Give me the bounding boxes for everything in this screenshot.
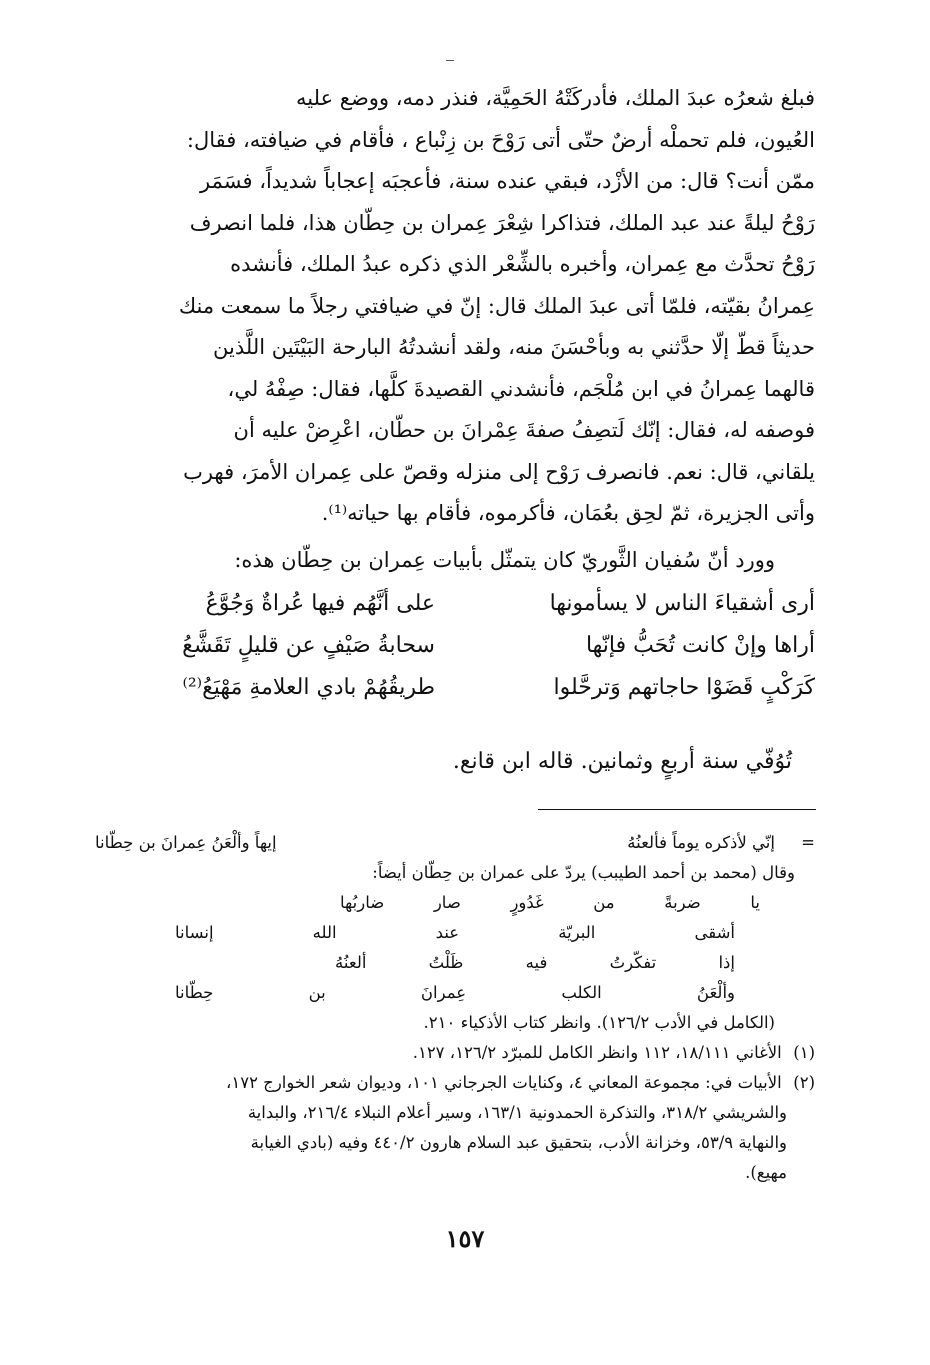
footnote-text: مهيع). <box>745 1163 787 1182</box>
verse-word: إذا <box>718 953 735 972</box>
footnote-verse-row <box>95 828 815 858</box>
main-line: ممّن أنت؟ قال: من الأزْد، فبقي عنده سنة، فأعجبَه إعجاباً شديداً، فسَمَر <box>200 169 815 193</box>
hemistich-first: أرى أشقياءَ الناس لا يسأمونها <box>549 591 815 616</box>
verse-word: وألْعَنُ <box>696 983 735 1002</box>
main-line: فبلغ شعرُه عبدَ الملك، فأدركَتْهُ الحَمِيَّة، فنذر دمه، ووضع عليه <box>296 86 815 110</box>
footnote-verse-row <box>175 978 815 1008</box>
verse-word: ضربةً <box>664 893 701 912</box>
main-line: قالهما عِمرانُ في ابن مُلْجَم، فأنشدني القصيدةَ كلَّها، فقال: صِفْهُ لي، <box>227 376 815 401</box>
footnote-text: الأبيات في: مجموعة المعاني ٤، وكنايات الجرجاني ١٠١، وديوان شعر الخوارج ١٧٢، <box>226 1073 782 1092</box>
footnote-source: (الكامل في الأدب ١٢٦/٢). وانظر كتاب الأذكياء ٢١٠. <box>423 1013 775 1032</box>
footnote-text: والشريشي ٣١٨/٢، والتذكرة الحمدونية ١٦٣/١، وسير أعلام النبلاء ٢١٦/٤، والبداية <box>247 1103 787 1122</box>
footnote-verse-row <box>175 918 815 948</box>
hemistich-first: أراها وإنْ كانت تُحَبُّ فإنّها <box>585 633 815 658</box>
verse-word: تفكّرتُ <box>609 953 657 972</box>
poem-verse <box>95 667 815 709</box>
footnote-number: (٢) <box>793 1073 815 1092</box>
main-line: يلقاني، قال: نعم. فانصرف رَوْح إلى منزله وقصّ على عِمران الأمرَ، فهرب <box>183 459 815 484</box>
poem <box>95 583 815 709</box>
hemistich-second: سحابةُ صَيْفٍ عن قليلٍ تَقَشَّعُ <box>182 633 435 658</box>
footnote-2 <box>95 1068 815 1098</box>
second-paragraph <box>95 540 815 580</box>
footnote-text: والنهاية ٥٣/٩، وخزانة الأدب، بتحقيق عبد السلام هارون ٤٤٠/٢ وفيه (بادي الغيابة <box>250 1133 787 1152</box>
footnote-verse-top <box>95 828 815 858</box>
verse-word: الله <box>312 923 337 942</box>
poem-intro: وورد أنّ سُفيان الثَّوريّ كان يتمثّل بأبيات عِمران بن حِطّان هذه: <box>234 548 775 572</box>
footnotes <box>95 828 815 1188</box>
footnote-1 <box>95 1038 815 1068</box>
verse-word: حِطّانا <box>175 983 214 1002</box>
main-line-last: وأتى الجزيرة، ثمّ لحِق بعُمَان، فأكرموه، فأقام بها حياته⁽¹⁾. <box>321 501 815 525</box>
footnote-number: (١) <box>793 1043 815 1062</box>
verse-word: صار <box>433 893 461 912</box>
hemistich-second: على أنَّهُم فيها عُراةٌ وَجُوَّعُ <box>205 591 435 616</box>
poem-verse <box>95 583 815 625</box>
verse-word: الكلب <box>561 983 602 1002</box>
verse-word: ظَلْتُ <box>428 953 464 972</box>
verse-word: بن <box>308 983 326 1002</box>
main-line: رَوْحُ ليلةً عند عبد الملك، فتذاكرا شِعْرَ عِمران بن حِطّان هذا، فلما انصرف <box>189 210 815 235</box>
footnote-intro: وقال (محمد بن أحمد الطيبب) يردّ على عمران بن حِطّان أيضاً: <box>372 863 795 882</box>
hemistich-first: إنّي لأذكره يوماً فألعنُهُ <box>627 833 775 852</box>
verse-word: ألعنُهُ <box>335 953 367 972</box>
poem-verse <box>95 625 815 667</box>
verse-word: يا <box>750 893 760 912</box>
verse-word: من <box>593 893 615 912</box>
footnote-verse-row <box>335 948 815 978</box>
main-line: العُيون، فلم تحملْه أرضٌ حتّى أتى رَوْحَ بن زِنْباع ، فأقام في ضيافته، فقال: <box>186 127 815 152</box>
verse-word: فيه <box>525 953 548 972</box>
verse-word: غَدُورٍ <box>510 893 544 912</box>
verse-word: ضاربُها <box>340 893 385 912</box>
page-number: ١٥٧ <box>445 1224 485 1253</box>
footnote-text: الأغاني ١٨/١١١، ١١٢ وانظر الكامل للمبرّد ١٢٦/٢، ١٢٧. <box>412 1043 782 1062</box>
hemistich-second: إيهاً وألْعَنُ عِمرانَ بن حِطّانا <box>95 833 277 852</box>
hemistich-second: طريقُهُمْ بادي العلامةِ مَهْيَعُ⁽²⁾ <box>182 675 435 700</box>
death-line: تُوُفّي سنة أربعٍ وثمانين. قاله ابن قانع. <box>452 749 792 774</box>
footnote-divider <box>538 809 816 810</box>
verse-word: عند <box>435 923 460 942</box>
verse-word: أشقى <box>694 923 735 942</box>
continuation-marker: = <box>801 833 815 852</box>
main-line: فوصفه له، فقال: إنّك لَتصِفُ صفةَ عِمْرانَ بن حطّان، اعْرِضْ عليه أن <box>233 418 815 442</box>
footnote-verse-row <box>340 888 815 918</box>
main-line: حديثاً قطّ إلّا حدَّثني به وبأحْسَنَ منه، ولقد أنشدتُهُ البارحة البَيْتَين اللَّذين <box>213 335 815 359</box>
main-line: رَوْحُ تحدَّث مع عِمران، وأخبره بالشِّعْر الذي ذكره عبدُ الملك، فأنشده <box>230 252 815 276</box>
verse-word: إنسانا <box>175 923 214 942</box>
verse-word: البريّة <box>558 923 596 942</box>
top-mark <box>446 60 454 61</box>
verse-word: عِمرانَ <box>420 983 467 1002</box>
main-line: عِمرانُ بقيّته، فلمّا أتى عبدَ الملك قال: إنّ في ضيافتي رجلاً ما سمعت منك <box>178 293 815 318</box>
main-paragraph <box>95 78 815 535</box>
hemistich-first: كَرَكْبٍ قَضَوْا حاجاتهم وَترحَّلوا <box>553 675 815 700</box>
